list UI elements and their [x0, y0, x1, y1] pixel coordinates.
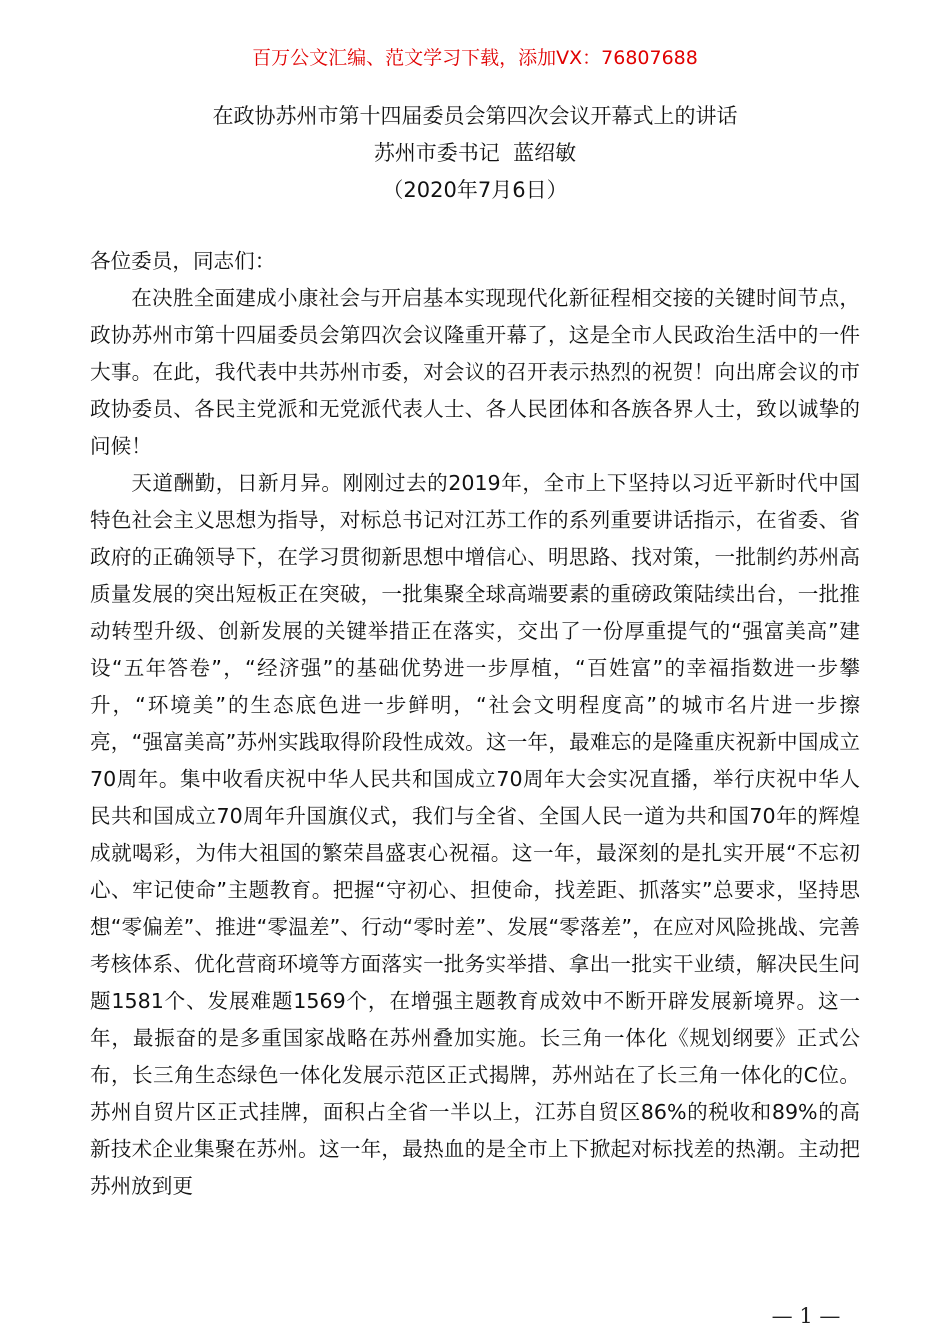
title-block	[0, 98, 950, 209]
page-number: — 1 —	[771, 1304, 841, 1328]
paragraph-2: 天道酬勤，日新月异。刚刚过去的2019年，全市上下坚持以习近平新时代中国特色社会主义思想为指导，对标总书记对江苏工作的系列重要讲话指示，在省委、省政府的正确领导下，在学习贯彻新思想中增信心、明思路、找对策，一批制约苏州高质量发展的突出短板正在突破，一批集聚全球高端要素的重磅政策陆续出台，一批推动转型升级、创新发展的关键举措正在落实，交出了一份厚重提气的“强富美高”建设“五年答卷”，“经济强”的基础优势进一步厚植，“百姓富”的幸福指数进一步攀升，“环境美”的生态底色进一步鲜明，“社会文明程度高”的城市名片进一步擦亮，“强富美高”苏州实践取得阶段性成效。这一年，最难忘的是隆重庆祝新中国成立70周年。集中收看庆祝中华人民共和国成立70周年大会实况直播，举行庆祝中华人民共和国成立70周年升国旗仪式，我们与全省、全国人民一道为共和国70年的辉煌成就喝彩，为伟大祖国的繁荣昌盛衷心祝福。这一年，最深刻的是扎实开展“不忘初心、牢记使命”主题教育。把握“守初心、担使命，找差距、抓落实”总要求，坚持思想“零偏差”、推进“零温差”、行动“零时差”、发展“零落差”，在应对风险挑战、完善考核体系、优化营商环境等方面落实一批务实举措、拿出一批实干业绩，解决民生问题1581个、发展难题1569个，在增强主题教育成效中不断开辟发展新境界。这一年，最振奋的是多重国家战略在苏州叠加实施。长三角一体化《规划纲要》正式公布，长三角生态绿色一体化发展示范区正式揭牌，苏州站在了长三角一体化的C位。苏州自贸片区正式挂牌，面积占全省一半以上，江苏自贸区86%的税收和89%的高新技术企业集聚在苏州。这一年，最热血的是全市上下掀起对标找差的热潮。主动把苏州放到更	[90, 471, 860, 1198]
speech-body	[90, 243, 860, 1205]
paragraph-1: 在决胜全面建成小康社会与开启基本实现现代化新征程相交接的关键时间节点，政协苏州市第十四届委员会第四次会议隆重开幕了，这是全市人民政治生活中的一件大事。在此，我代表中共苏州市委，对会议的召开表示热烈的祝贺！向出席会议的市政协委员、各民主党派和无党派代表人士、各人民团体和各族各界人士，致以诚挚的问候！	[90, 286, 860, 458]
salutation: 各位委员，同志们：	[90, 249, 276, 273]
promo-banner: 百万公文汇编、范文学习下载，添加VX：76807688	[252, 47, 698, 69]
speech-date: （2020年7月6日）	[382, 178, 568, 202]
document-title: 在政协苏州市第十四届委员会第四次会议开幕式上的讲话	[212, 104, 738, 128]
speaker-line: 苏州市委书记 蓝绍敏	[373, 141, 577, 165]
